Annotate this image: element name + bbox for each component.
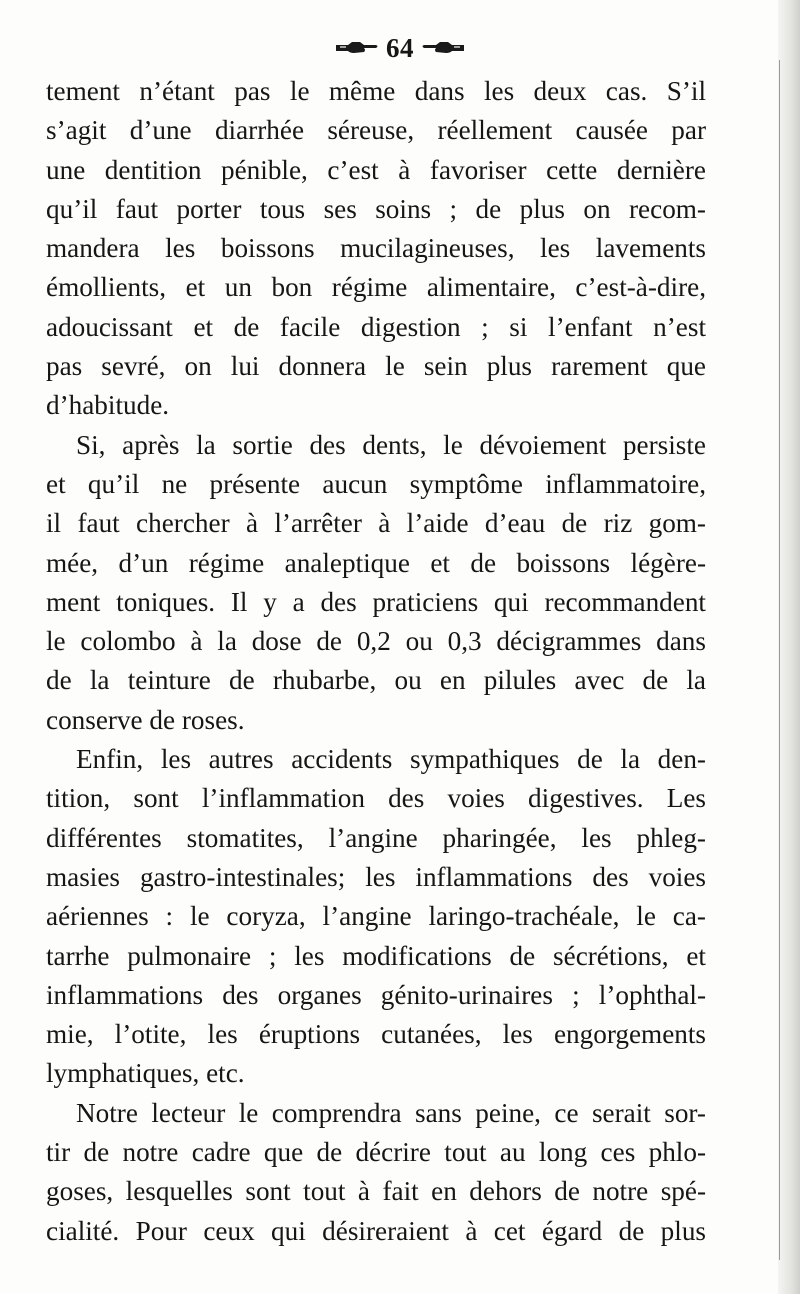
binding-shadow: [779, 60, 780, 1260]
text-line: inflammations des organes génito-urinaires ; l’ophthal-: [46, 979, 706, 1010]
hand-pointing-left-icon: [420, 37, 466, 59]
text-line: mie, l’otite, les éruptions cutanées, les engorgements: [46, 1019, 706, 1050]
text-line: et qu’il ne présente aucun symptôme inflammatoire,: [46, 468, 706, 499]
text-line: Enfin, les autres accidents sympathiques de la den-: [76, 744, 706, 775]
text-line: mée, d’un régime analeptique et de boissons légère-: [46, 547, 706, 578]
text-line: cialité. Pour ceux qui désireraient à cet égard de plus: [46, 1215, 706, 1246]
text-line: tir de notre cadre que de décrire tout au long ces phlo-: [46, 1137, 706, 1168]
text-line: masies gastro-intestinales; les inflammations des voies: [46, 861, 706, 892]
text-line: conserve de roses.: [46, 704, 245, 735]
text-line: s’agit d’une diarrhée séreuse, réellement causée par: [46, 115, 706, 146]
text-line: d’habitude.: [46, 390, 170, 421]
text-line: Si, après la sortie des dents, le dévoiement persiste: [76, 429, 706, 460]
text-line: émollients, et un bon régime alimentaire, c’est-à-dire,: [46, 272, 706, 303]
text-line: goses, lesquelles sont tout à fait en dehors de notre spé-: [46, 1176, 706, 1207]
text-line: aériennes : le coryza, l’angine laringo-trachéale, le ca-: [46, 901, 706, 932]
text-line: tarrhe pulmonaire ; les modifications de sécrétions, et: [46, 940, 706, 971]
page-edge: [778, 0, 800, 1294]
text-line: lymphatiques, etc.: [46, 1058, 245, 1089]
text-line: différentes stomatites, l’angine pharingée, les phleg-: [46, 822, 706, 853]
text-line: une dentition pénible, c’est à favoriser cette dernière: [46, 154, 706, 185]
text-line: tition, sont l’inflammation des voies digestives. Les: [46, 783, 706, 814]
text-line: le colombo à la dose de 0,2 ou 0,3 décigrammes dans: [46, 626, 706, 657]
text-line: Notre lecteur le comprendra sans peine, ce serait sor-: [76, 1097, 706, 1128]
text-line: mandera les boissons mucilagineuses, les lavements: [46, 233, 706, 264]
text-line: ment toniques. Il y a des praticiens qui recommandent: [46, 586, 706, 617]
body-text: [46, 72, 706, 1251]
text-line: qu’il faut porter tous ses soins ; de plus on recom-: [46, 193, 706, 224]
text-line: il faut chercher à l’arrêter à l’aide d’eau de riz gom-: [46, 508, 706, 539]
text-line: pas sevré, on lui donnera le sein plus rarement que: [46, 351, 706, 382]
text-line: adoucissant et de facile digestion ; si l’enfant n’est: [46, 311, 706, 342]
text-line: tement n’étant pas le même dans les deux cas. S’il: [46, 76, 706, 106]
page-header: [0, 28, 800, 68]
text-line: de la teinture de rhubarbe, ou en pilules avec de la: [46, 665, 706, 696]
page-number: 64: [386, 32, 414, 63]
hand-pointing-right-icon: [334, 37, 380, 59]
